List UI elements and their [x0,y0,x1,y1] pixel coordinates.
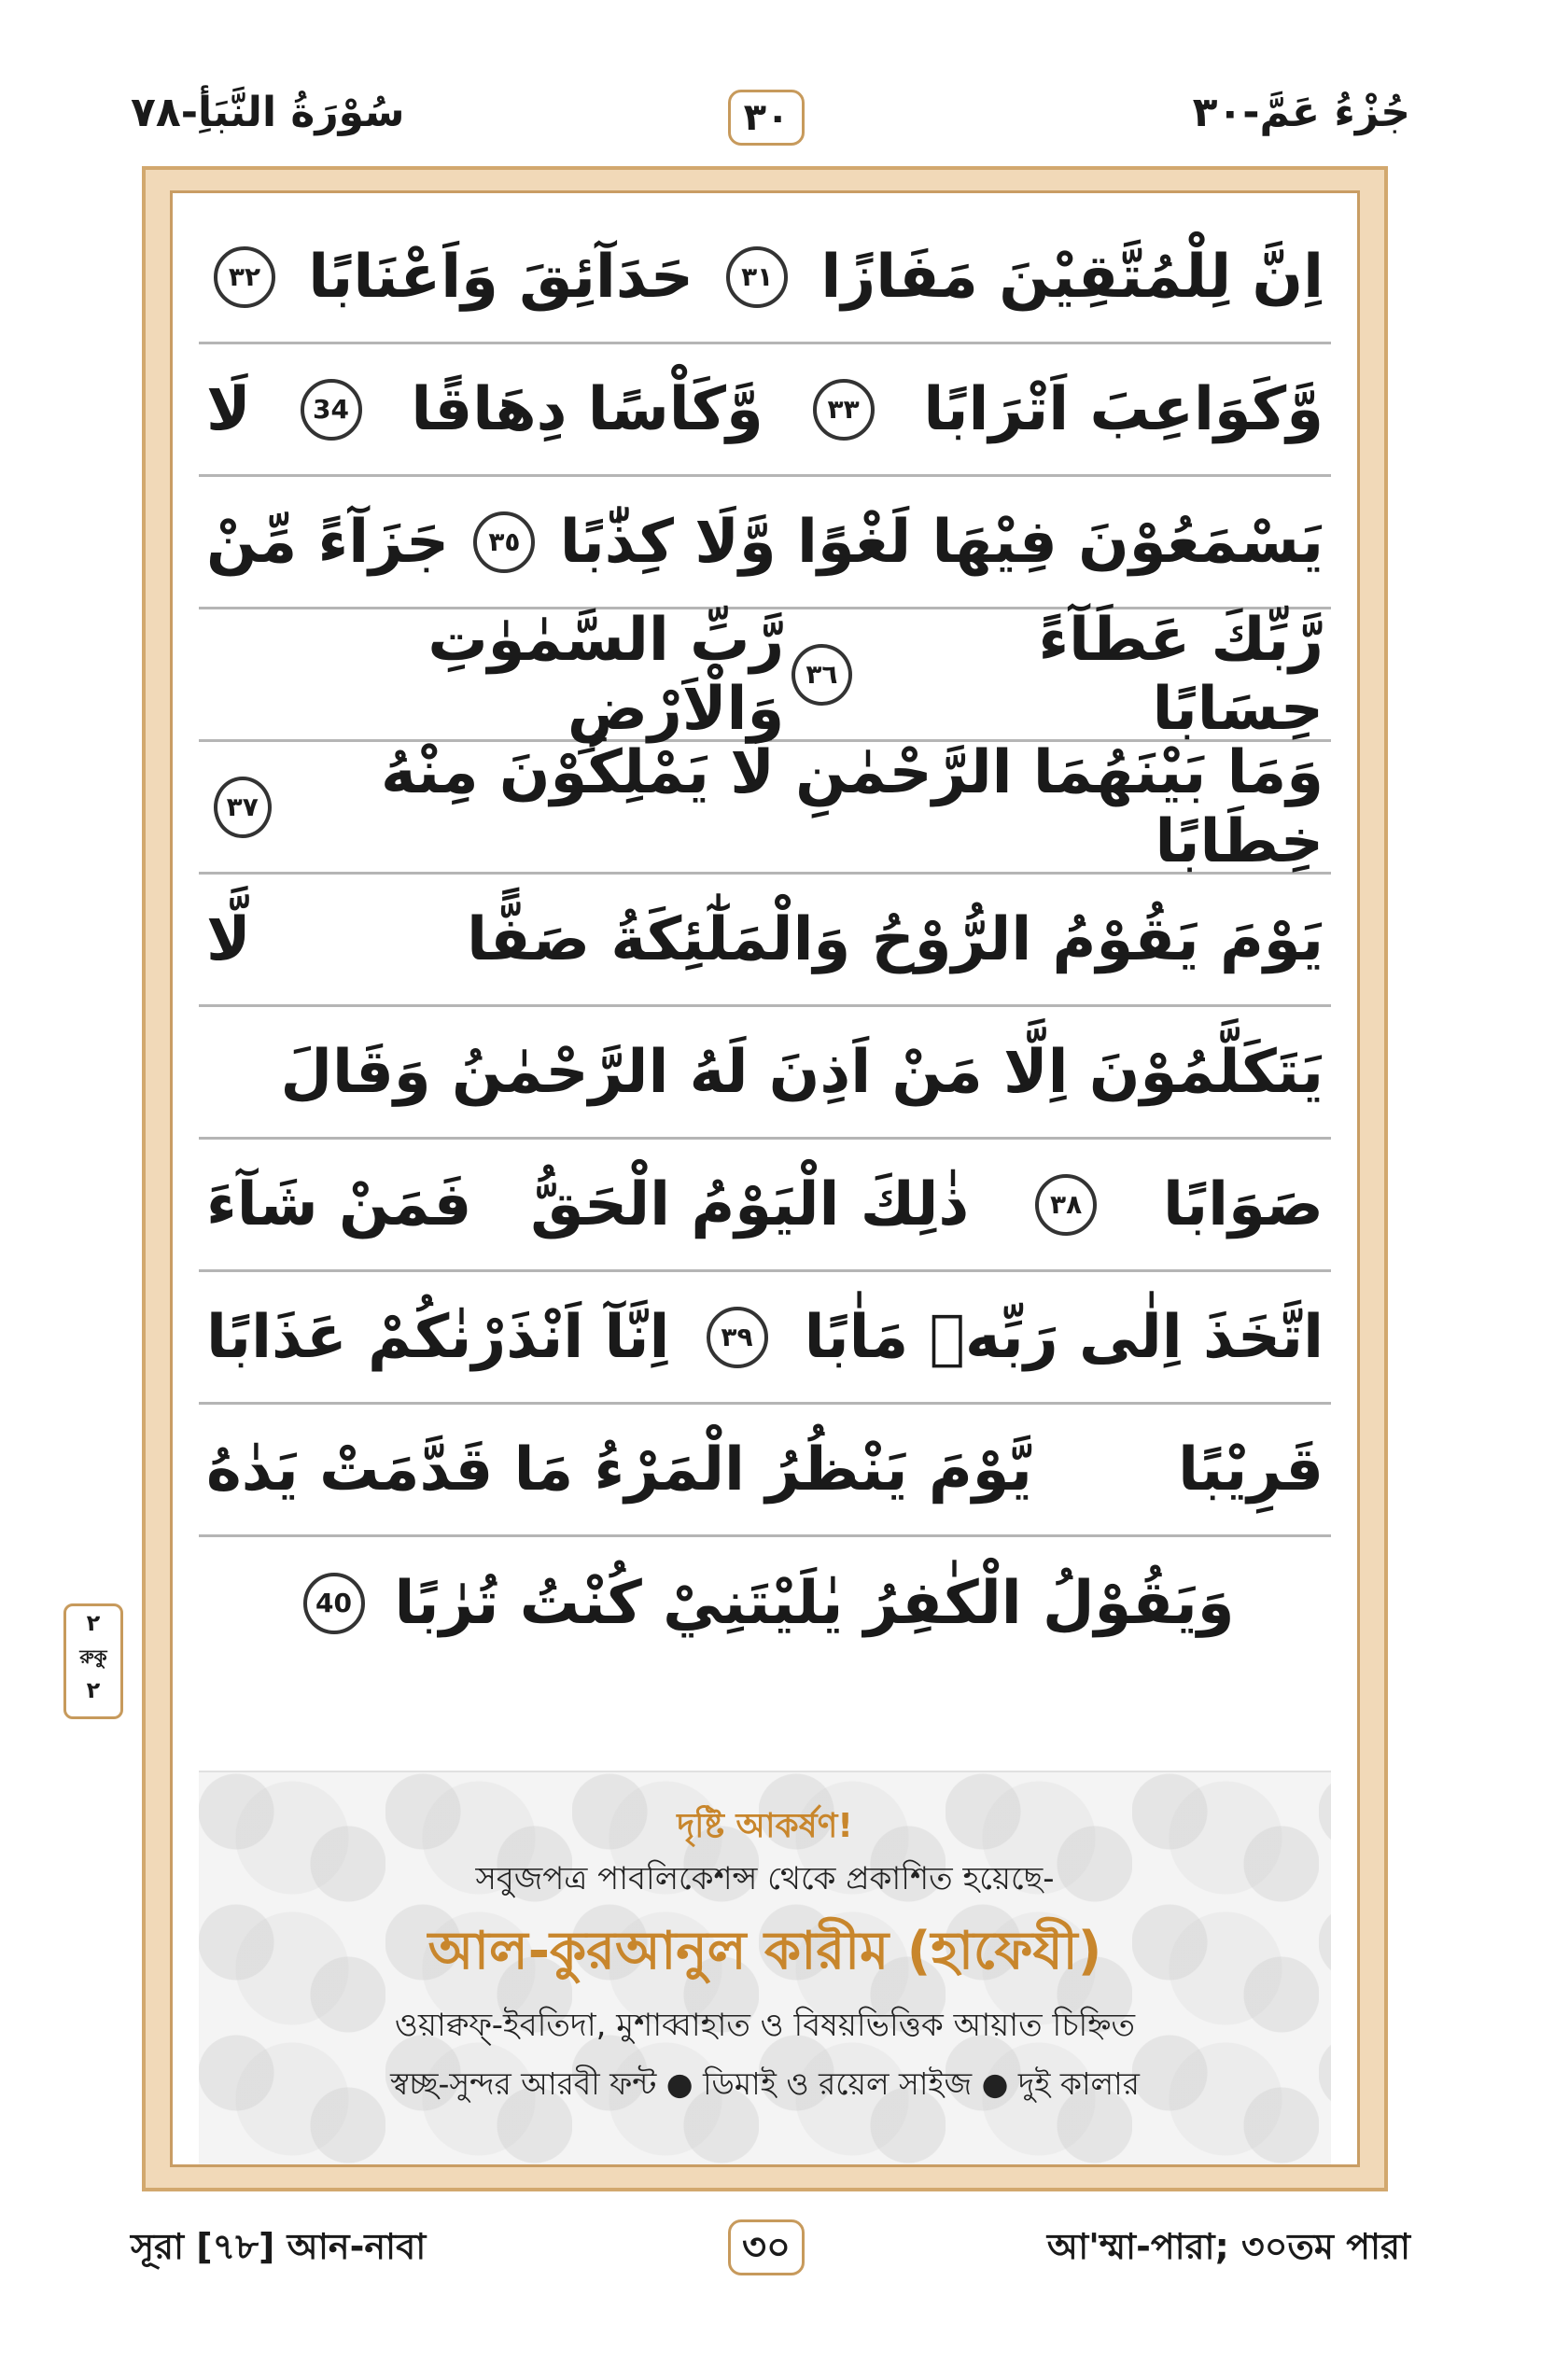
verse-line-7 [199,1007,1331,1140]
ruku-bottom: ٢ [86,1677,101,1703]
promo-features-1: ওয়াক্বফ্-ইবতিদা, মুশাব্বাহাত ও বিষয়ভিত্তিক আয়াত চিহ্নিত [394,2007,1136,2044]
ayah-marker: ٣٦ [792,644,851,706]
verse-text: صَوَابًا [1163,1169,1324,1239]
juz-title-header: جُزْءُ عَمَّ-٣٠ [1192,89,1410,136]
verse-line-3 [199,477,1331,609]
verse-text: يَتَكَلَّمُوْنَ اِلَّا مَنْ اَذِنَ لَهُ الرَّحْمٰنُ وَقَالَ [280,1037,1324,1107]
page-number-bengali: ৩০ [728,2219,805,2275]
verse-line-4 [199,605,1331,744]
promo-box [199,1771,1331,2164]
verse-text: يَسْمَعُوْنَ فِيْهَا لَغْوًا وَّلَا كِذّٰبًا [559,507,1324,577]
verse-line-1 [199,212,1331,344]
promo-publisher: সবুজপত্র পাবলিকেশন্স থেকে প্রকাশিত হয়েছে- [475,1860,1055,1897]
verse-area [199,212,1331,1743]
promo-title: আল-কুরআনুল কারীম (হাফেযী) [427,1921,1102,1981]
verse-text: يَّوْمَ يَنْظُرُ الْمَرْءُ مَا قَدَّمَتْ يَدٰهُ [206,1435,1032,1505]
ruku-marker [63,1603,123,1719]
verse-line-5 [199,737,1331,876]
verse-line-8 [199,1140,1331,1272]
verse-text: اِنَّ لِلْمُتَّقِيْنَ مَفَازًا [820,242,1324,312]
surah-title-header: سُوْرَةُ النَّبَأِ-٧٨ [131,89,405,136]
verse-text: ذٰلِكَ الْيَوْمُ الْحَقُّ [530,1169,970,1239]
verse-text: لَا [206,374,251,444]
verse-text: يَوْمَ يَقُوْمُ الرُّوْحُ وَالْمَلٰٓئِكَةُ صَفًّا [467,904,1324,974]
ruku-top: ٢ [86,1610,101,1636]
verse-text: قَرِيْبًا [1178,1435,1324,1505]
verse-text: رَّبِّكَ عَطَآءً حِسَابًا [1038,605,1324,744]
verse-text: وَيَقُوْلُ الْكٰفِرُ يٰلَيْتَنِيْ كُنْتُ تُرٰبًا [394,1569,1235,1638]
page-frame [142,166,1388,2191]
surah-footer-label: সূরা [৭৮] আন-নাবা [131,2226,427,2267]
verse-text: جَزَآءً مِّنْ [206,507,450,577]
promo-heading: দৃষ্টি আকর্ষণ! [677,1807,853,1845]
page-frame-inner [170,190,1360,2167]
ayah-marker: 40 [303,1573,365,1634]
verse-text: حَدَآئِقَ وَاَعْنَابًا [308,242,693,312]
ayah-marker: ٣٨ [1035,1174,1097,1236]
verse-text: اِنَّآ اَنْذَرْنٰكُمْ عَذَابًا [206,1302,670,1372]
verse-text: وَّكَوَاعِبَ اَتْرَابًا [923,374,1324,444]
page-number-arabic: ٣٠ [728,90,805,146]
verse-line-10 [199,1405,1331,1537]
verse-line-2 [199,344,1331,477]
verse-line-6 [199,875,1331,1007]
verse-text: اتَّخَذَ اِلٰى رَبِّهٖ مَاٰبًا [804,1302,1324,1372]
verse-text: رَّبِّ السَّمٰوٰتِ وَالْاَرْضِ [427,605,785,744]
ayah-marker: ٣٢ [214,246,275,308]
ayah-marker: ٣٧ [214,777,272,838]
ayah-marker: ٣٩ [707,1307,768,1368]
ayah-marker: ٣٣ [813,379,875,441]
verse-line-11 [199,1537,1331,1670]
verse-text: وَّكَاْسًا دِهَاقًا [411,374,763,444]
ruku-label: রুকু [79,1645,107,1668]
para-footer-label: আ'ম্মা-পারা; ৩০তম পারা [1046,2226,1410,2267]
verse-text: لَّا [206,904,251,974]
ayah-marker: ٣٥ [473,511,535,573]
verse-line-9 [199,1272,1331,1405]
ayah-marker: ٣١ [726,246,788,308]
ayah-marker: 34 [301,379,362,441]
verse-text: وَمَا بَيْنَهُمَا الرَّحْمٰنِ لَا يَمْلِكُوْنَ مِنْهُ خِطَابًا [381,737,1324,876]
promo-features-2: স্বচ্ছ-সুন্দর আরবী ফন্ট ● ডিমাই ও রয়েল সাইজ ● দুই কালার [390,2065,1140,2102]
verse-text: فَمَنْ شَآءَ [206,1169,472,1239]
